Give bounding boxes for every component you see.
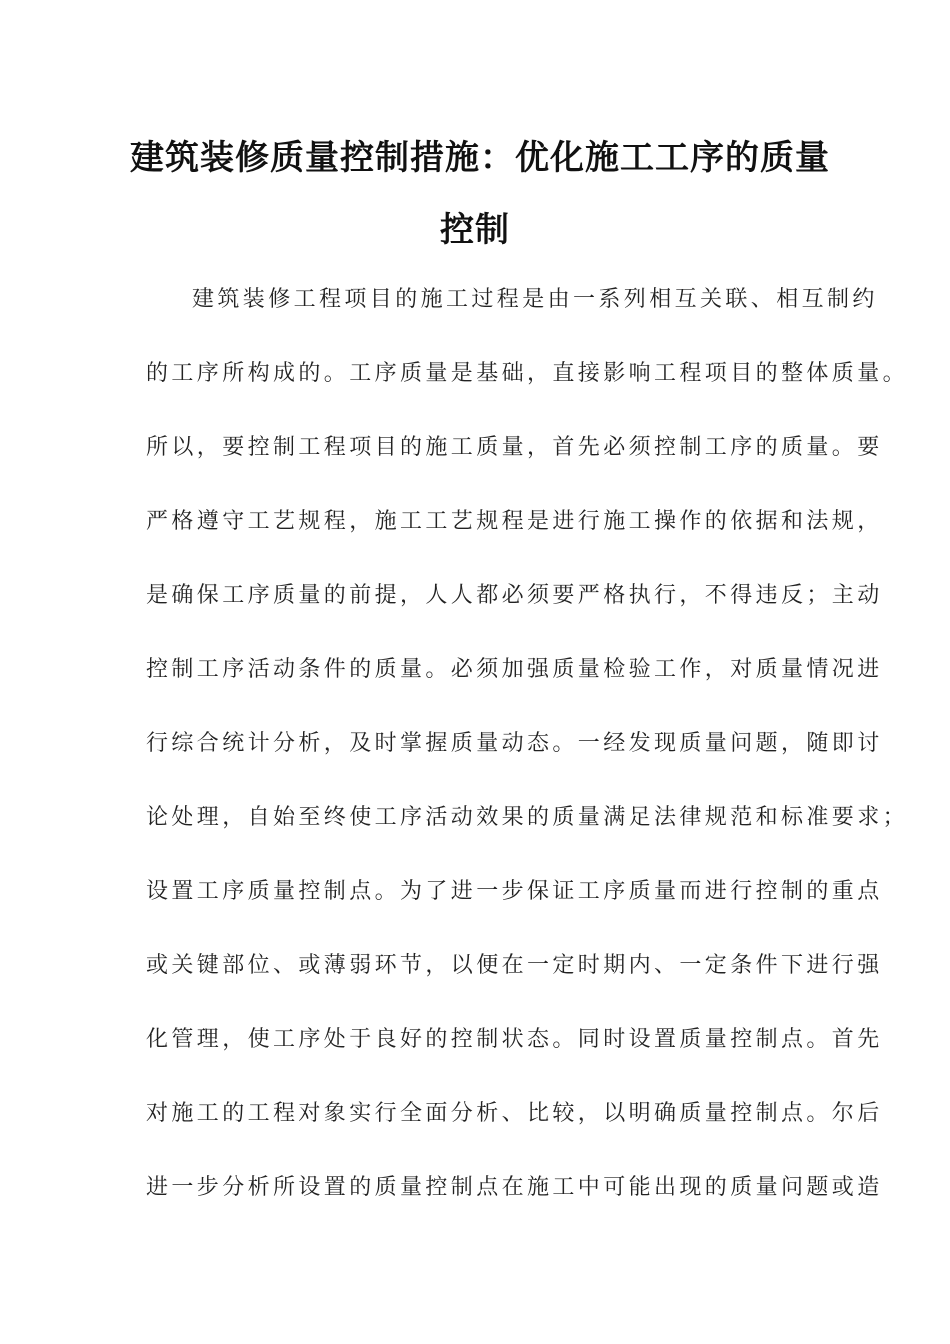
paragraph-line-5: 是确保工序质量的前提，人人都必须要严格执行，不得违反；主动	[146, 583, 883, 608]
paragraph-line-3: 所以，要控制工程项目的施工质量，首先必须控制工序的质量。要	[146, 435, 883, 460]
document-title-line-1: 建筑装修质量控制措施：优化施工工序的质量	[130, 138, 830, 178]
paragraph-line-9: 设置工序质量控制点。为了进一步保证工序质量而进行控制的重点	[146, 879, 883, 904]
document-title-line-2: 控制	[440, 210, 510, 250]
paragraph-line-8: 论处理，自始至终使工序活动效果的质量满足法律规范和标准要求；	[146, 805, 909, 830]
paragraph-line-1: 建筑装修工程项目的施工过程是由一系列相互关联、相互制约	[192, 287, 878, 312]
paragraph-line-2: 的工序所构成的。工序质量是基础，直接影响工程项目的整体质量。	[146, 361, 909, 386]
paragraph-line-11: 化管理，使工序处于良好的控制状态。同时设置质量控制点。首先	[146, 1027, 883, 1052]
paragraph-line-12: 对施工的工程对象实行全面分析、比较，以明确质量控制点。尔后	[146, 1101, 883, 1126]
paragraph-line-6: 控制工序活动条件的质量。必须加强质量检验工作，对质量情况进	[146, 657, 883, 682]
paragraph-line-4: 严格遵守工艺规程，施工工艺规程是进行施工操作的依据和法规，	[146, 509, 883, 534]
paragraph-line-10: 或关键部位、或薄弱环节，以便在一定时期内、一定条件下进行强	[146, 953, 883, 978]
paragraph-line-13: 进一步分析所设置的质量控制点在施工中可能出现的质量问题或造	[146, 1175, 883, 1200]
paragraph-line-7: 行综合统计分析，及时掌握质量动态。一经发现质量问题，随即讨	[146, 731, 883, 756]
